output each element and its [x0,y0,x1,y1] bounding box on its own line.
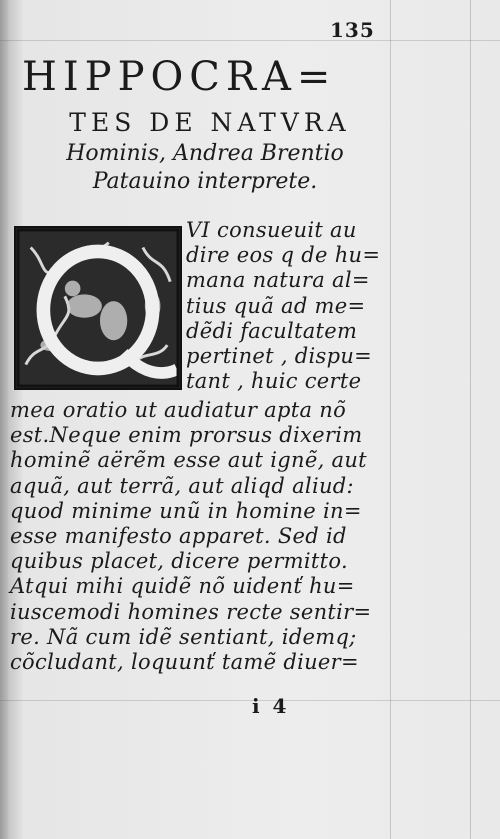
text-line: mana natura al= [186,268,370,293]
text-line: cõcludant, loquunť tamẽ diuer= [10,650,359,675]
text-line: VI consueuit au [186,218,357,242]
text-line: quod minime unũ in homine in= [10,498,362,523]
text-line: dẽdi facultatem [186,318,358,343]
text-block-beside-initial [186,218,386,394]
decorated-initial [14,226,182,390]
rule-line [0,40,500,41]
text-line: tant , huic certe [186,369,362,394]
title-line-3: Hominis, Andrea Brentio [66,141,344,166]
binding-edge [0,0,8,839]
text-line: est.Neque enim prorsus dixerim [10,423,363,448]
text-line: mea oratio ut audiatur apta nõ [10,398,347,422]
text-line: hominẽ aërẽm esse aut ignẽ, aut [10,448,367,473]
text-line: tius quã ad me= [186,293,366,318]
text-line: iuscemodi homines recte sentir= [10,599,372,624]
text-line: re. Nã cum idẽ sentiant, idemq; [10,624,357,649]
text-line: aquã, aut terrã, aut aliqd aliud: [10,473,354,498]
title-line-1: HIPPOCRA= [22,54,337,100]
text-line: esse manifesto apparet. Sed id [10,524,347,549]
title-line-4: Patauino interprete. [92,169,318,194]
title-line-2: TES DE NATVRA [69,108,351,137]
text-line: dire eos q de hu= [186,243,381,268]
text-block-main [10,398,390,675]
text-line: Atqui mihi quidẽ nõ uidenť hu= [10,574,355,599]
rule-line [470,0,471,839]
woodcut-initial-q-image [16,228,180,388]
text-line: quibus placet, dicere permitto. [10,549,348,574]
text-line: pertinet , dispu= [186,344,373,369]
signature-mark: i 4 [252,694,290,718]
rule-line [390,0,391,839]
page-number: 135 [330,18,375,42]
rule-line [0,700,500,701]
